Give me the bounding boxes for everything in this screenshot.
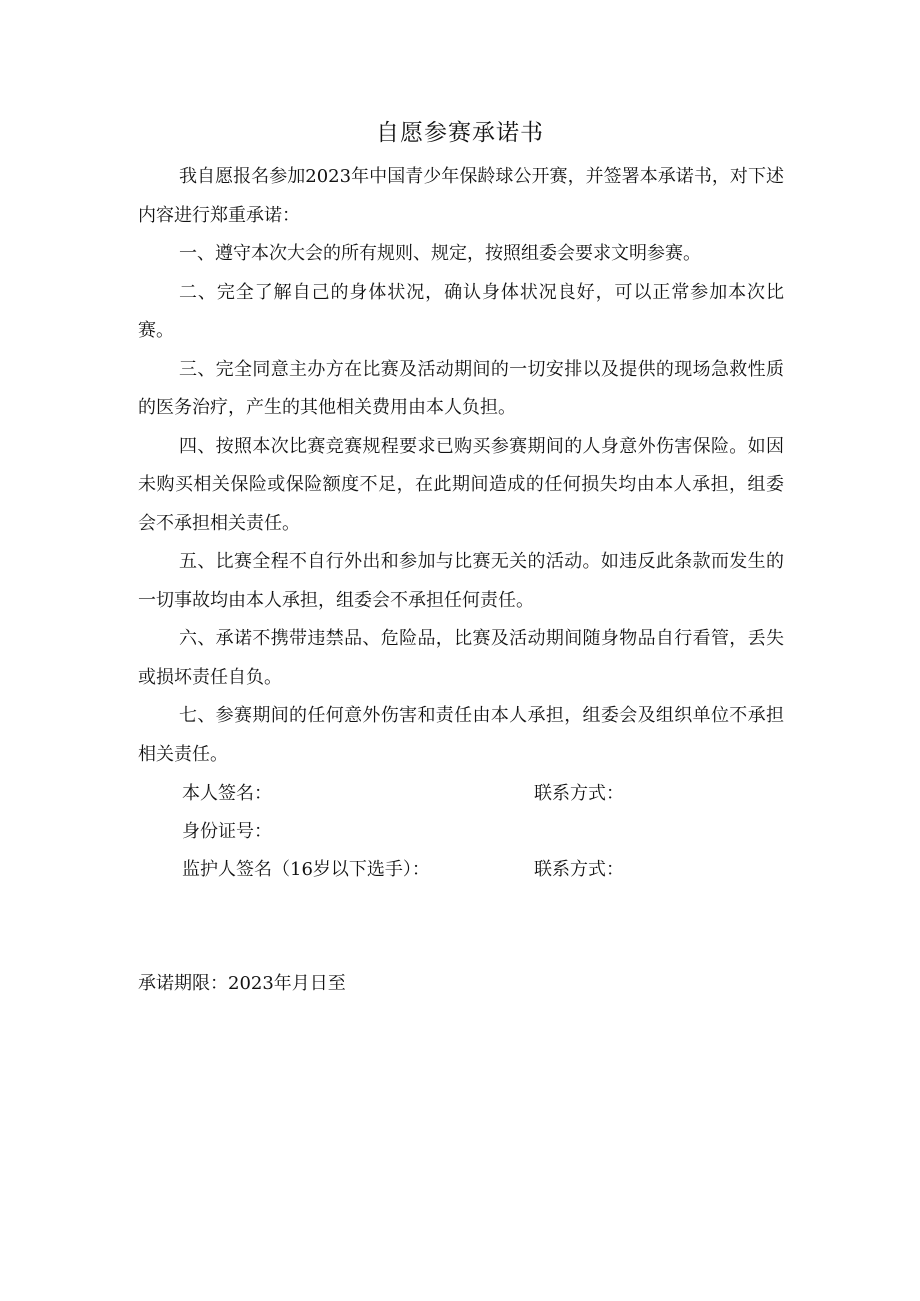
self-signature-row [182,775,782,813]
id-number-label: 身份证号： [182,821,272,842]
document-title: 自愿参赛承诺书 [376,120,544,146]
clause-7-paragraph: 七、参赛期间的任何意外伤害和责任由本人承担，组委会及组织单位不承担相关责任。 [138,705,784,765]
document-body [138,158,784,774]
guardian-signature-label: 监护人签名（16岁以下选手）： [182,859,430,880]
commitment-period-label: 承诺期限：2023年月日至 [138,973,346,994]
clause-2-paragraph: 二、完全了解自己的身体状况，确认身体状况良好，可以正常参加本次比赛。 [138,281,784,341]
guardian-signature-row [182,851,782,889]
clause-5-paragraph: 五、比赛全程不自行外出和参加与比赛无关的活动。如违反此条款而发生的一切事故均由本人承担，组委会不承担任何责任。 [138,551,784,611]
clause-4-paragraph: 四、按照本次比赛竞赛规程要求已购买参赛期间的人身意外伤害保险。如因未购买相关保险或保险额度不足，在此期间造成的任何损失均由本人承担，组委会不承担相关责任。 [138,435,784,534]
self-signature-label: 本人签名： [182,783,272,804]
id-number-row [182,813,782,851]
self-contact-label: 联系方式： [534,783,624,804]
guardian-contact-label: 联系方式： [534,859,624,880]
clause-3-paragraph: 三、完全同意主办方在比赛及活动期间的一切安排以及提供的现场急救性质的医务治疗，产生的其他相关费用由本人负担。 [138,358,784,418]
intro-paragraph: 我自愿报名参加2023年中国青少年保龄球公开赛，并签署本承诺书，对下述内容进行郑重承诺： [138,166,784,226]
clause-1-paragraph: 一、遵守本次大会的所有规则、规定，按照组委会要求文明参赛。 [179,243,701,264]
clause-6-paragraph: 六、承诺不携带违禁品、危险品，比赛及活动期间随身物品自行看管，丢失或损坏责任自负。 [138,628,784,688]
signature-block [182,775,782,889]
